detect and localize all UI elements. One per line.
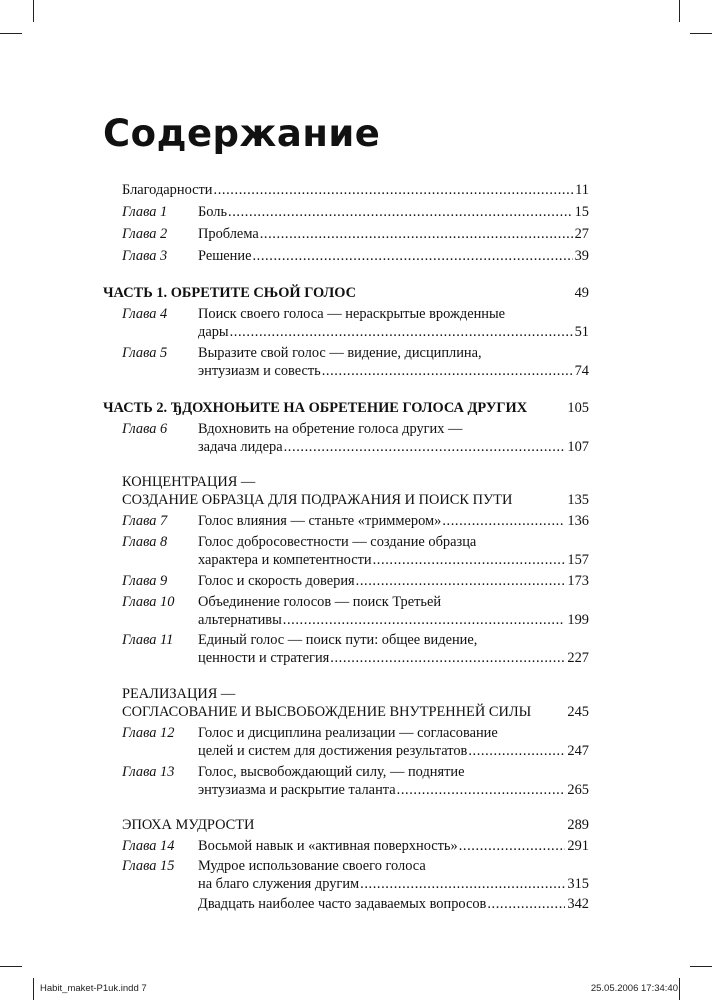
chapter-label: Глава 5 <box>122 345 168 361</box>
toc-section-realization-line-1 <box>122 684 589 704</box>
page-number: 245 <box>567 704 589 720</box>
toc-entry-chapter-12-line-1 <box>122 723 589 743</box>
chapter-label: Глава 10 <box>122 594 175 610</box>
page-number: 157 <box>567 552 589 568</box>
entry-text: Решение <box>198 248 252 264</box>
entry-text: Благодарности <box>122 182 213 198</box>
page-number: 11 <box>575 182 589 198</box>
page-number: 342 <box>567 896 589 912</box>
entry-text: Восьмой навык и «активная поверхность» <box>198 838 458 854</box>
entry-text: на благо служения другим <box>198 876 360 892</box>
page-number: 74 <box>574 363 589 379</box>
leader-dots <box>487 894 565 914</box>
entry-text: Голос, высвобождающий силу, — поднятие <box>198 764 465 780</box>
page-number: 51 <box>574 324 589 340</box>
toc-entry-chapter-2 <box>122 224 589 244</box>
entry-text: Вдохновить на обретение голоса других — <box>198 421 463 437</box>
toc-entry-acknowledgements <box>122 180 589 200</box>
chapter-label: Глава 12 <box>122 725 175 741</box>
entry-text: Объединение голосов — поиск Третьей <box>198 594 442 610</box>
toc-entry-chapter-11-line-1 <box>122 630 589 650</box>
chapter-label: Глава 15 <box>122 858 175 874</box>
entry-text: Проблема <box>198 226 259 242</box>
page-number: 27 <box>574 226 589 242</box>
chapter-label: Глава 3 <box>122 248 168 264</box>
entry-text: Выразите свой голос — видение, дисциплина, <box>198 345 482 361</box>
toc-entry-chapter-8-line-2 <box>198 550 589 570</box>
section-heading: КОНЦЕНТРАЦИЯ — <box>122 474 256 490</box>
leader-dots <box>442 511 565 531</box>
crop-mark-top-right-vertical <box>679 0 680 22</box>
toc-entry-chapter-15-line-2 <box>198 874 589 894</box>
leader-dots <box>330 648 565 668</box>
toc-entry-chapter-6-line-1 <box>122 419 589 439</box>
toc-section-wisdom <box>122 815 589 835</box>
toc-entry-chapter-13-line-2 <box>198 780 589 800</box>
leader-dots <box>252 246 572 266</box>
page-number: 39 <box>574 248 589 264</box>
chapter-label: Глава 7 <box>122 513 168 529</box>
toc-entry-chapter-11-line-2 <box>198 648 589 668</box>
toc-entry-chapter-10-line-2 <box>198 610 589 630</box>
toc-section-realization-line-2 <box>122 702 589 722</box>
chapter-label: Глава 13 <box>122 764 175 780</box>
toc-entry-chapter-8-line-1 <box>122 532 589 552</box>
toc-entry-chapter-1 <box>122 202 589 222</box>
toc-entry-chapter-5-line-1 <box>122 343 589 363</box>
toc-entry-chapter-7 <box>122 511 589 531</box>
entry-text: Голос добросовестности — создание образца <box>198 534 477 550</box>
leader-dots <box>214 180 574 200</box>
page-number: 247 <box>567 743 589 759</box>
page-number: 265 <box>567 782 589 798</box>
toc-section-concentration-line-1 <box>122 472 589 492</box>
leader-dots <box>322 361 573 381</box>
leader-dots <box>360 874 565 894</box>
entry-text: дары <box>198 324 229 340</box>
leader-dots <box>284 437 566 457</box>
crop-mark-bottom-left-vertical <box>33 978 34 1000</box>
entry-text: Голос и дисциплина реализации — согласование <box>198 725 498 741</box>
page-number: 135 <box>567 492 589 508</box>
entry-text: альтернативы <box>198 612 282 628</box>
toc-entry-chapter-14 <box>122 836 589 856</box>
toc-entry-chapter-10-line-1 <box>122 592 589 612</box>
chapter-label: Глава 14 <box>122 838 175 854</box>
part-heading: ЧАСТЬ 2. ЂДОХНОЊИТЕ НА ОБРЕТЕНИЕ ГОЛОСА ДРУГИХ <box>103 400 528 416</box>
chapter-label: Глава 1 <box>122 204 168 220</box>
chapter-label: Глава 4 <box>122 306 168 322</box>
page-number: 289 <box>567 817 589 833</box>
entry-text: Мудрое использование своего голоса <box>198 858 426 874</box>
page-number: 291 <box>567 838 589 854</box>
chapter-label: Глава 9 <box>122 573 168 589</box>
toc-section-concentration-line-2 <box>122 490 589 510</box>
page-number: 105 <box>567 400 589 416</box>
leader-dots <box>260 224 573 244</box>
entry-text: целей и систем для достижения результатов <box>198 743 468 759</box>
toc-entry-chapter-3 <box>122 246 589 266</box>
page-number: 107 <box>567 439 589 455</box>
toc-entry-chapter-4-line-2 <box>198 322 589 342</box>
toc-part-1 <box>103 283 589 303</box>
crop-mark-bottom-left <box>0 966 22 967</box>
chapter-label: Глава 11 <box>122 632 174 648</box>
toc-entry-chapter-15-line-1 <box>122 856 589 876</box>
section-heading: СОГЛАСОВАНИЕ И ВЫСВОБОЖДЕНИЕ ВНУТРЕННЕЙ СИЛЫ <box>122 704 532 720</box>
crop-mark-bottom-right <box>690 966 712 967</box>
crop-mark-top-left-vertical <box>33 0 34 22</box>
page-number: 173 <box>567 573 589 589</box>
leader-dots <box>468 741 565 761</box>
toc-entry-chapter-13-line-1 <box>122 762 589 782</box>
chapter-label: Глава 2 <box>122 226 168 242</box>
leader-dots <box>228 202 573 222</box>
section-heading: СОЗДАНИЕ ОБРАЗЦА ДЛЯ ПОДРАЖАНИЯ И ПОИСК ПУТИ <box>122 492 513 508</box>
chapter-label: Глава 6 <box>122 421 168 437</box>
entry-text: характера и компетентности <box>198 552 372 568</box>
leader-dots <box>373 550 566 570</box>
section-heading: ЭПОХА МУДРОСТИ <box>122 817 255 833</box>
toc-entry-chapter-12-line-2 <box>198 741 589 761</box>
entry-text: энтузиазм и совесть <box>198 363 321 379</box>
toc-part-2 <box>103 398 589 418</box>
entry-text: Двадцать наиболее часто задаваемых вопросов <box>198 896 487 912</box>
entry-text: ценности и стратегия <box>198 650 330 666</box>
chapter-label: Глава 8 <box>122 534 168 550</box>
toc-entry-chapter-4-line-1 <box>122 304 589 324</box>
entry-text: Голос и скорость доверия <box>198 573 355 589</box>
crop-mark-top-right <box>690 33 712 34</box>
page-number: 227 <box>567 650 589 666</box>
entry-text: задача лидера <box>198 439 283 455</box>
section-heading: РЕАЛИЗАЦИЯ — <box>122 686 236 702</box>
crop-mark-bottom-right-vertical <box>679 978 680 1000</box>
leader-dots <box>230 322 573 342</box>
toc-entry-chapter-6-line-2 <box>198 437 589 457</box>
toc-entry-faq <box>198 894 589 914</box>
footer-date-time: 25.05.2006 17:34:40 <box>590 983 678 994</box>
page-number: 199 <box>567 612 589 628</box>
part-heading: ЧАСТЬ 1. ОБРЕТИТЕ СЊОЙ ГОЛОС <box>103 285 356 301</box>
toc-entry-chapter-9 <box>122 571 589 591</box>
entry-text: Поиск своего голоса — нераскрытые врожденные <box>198 306 506 322</box>
leader-dots <box>459 836 566 856</box>
crop-mark-top-left <box>0 33 22 34</box>
leader-dots <box>397 780 566 800</box>
page-title: Содержание <box>103 112 381 155</box>
page-number: 315 <box>567 876 589 892</box>
toc-entry-chapter-5-line-2 <box>198 361 589 381</box>
entry-text: Боль <box>198 204 228 220</box>
page-number: 136 <box>567 513 589 529</box>
page-number: 49 <box>574 285 589 301</box>
entry-text: энтузиазма и раскрытие таланта <box>198 782 396 798</box>
entry-text: Единый голос — поиск пути: общее видение, <box>198 632 478 648</box>
page-number: 15 <box>574 204 589 220</box>
leader-dots <box>283 610 566 630</box>
footer-file-name: Habit_maket-P1uk.indd 7 <box>40 983 147 994</box>
leader-dots <box>356 571 566 591</box>
entry-text: Голос влияния — станьте «триммером» <box>198 513 442 529</box>
